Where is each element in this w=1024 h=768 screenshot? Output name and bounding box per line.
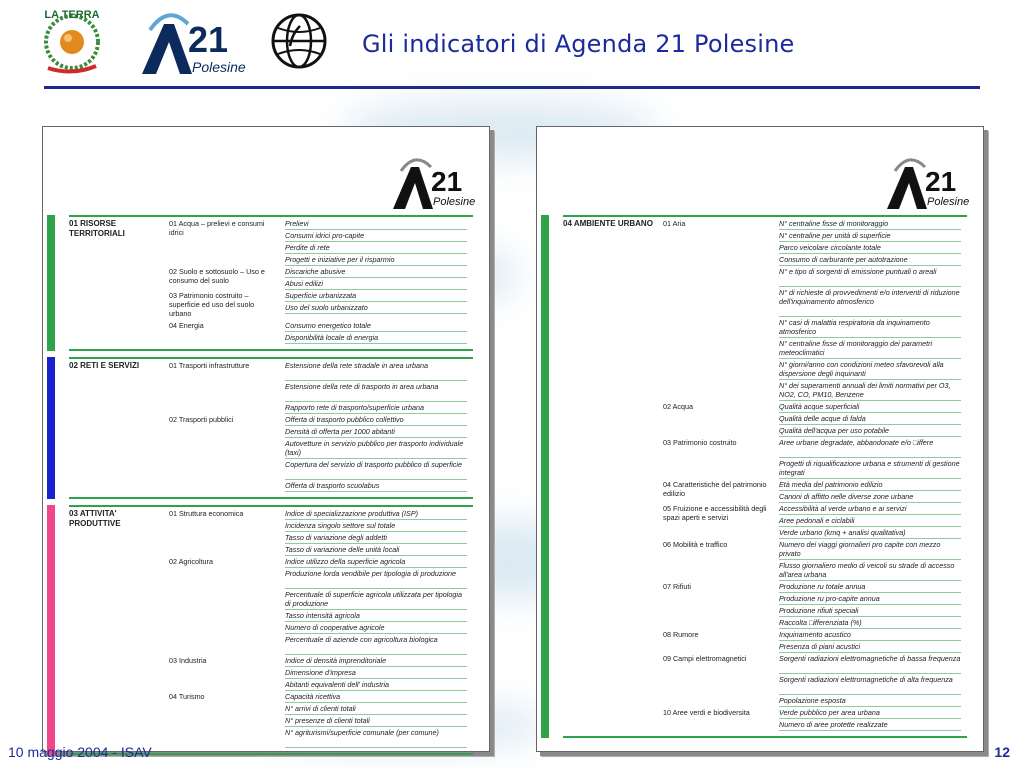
indicator-divider: [285, 666, 467, 667]
indicator: Tasso di variazione delle unità locali: [285, 545, 400, 554]
indicator: Numero di cooperative agricole: [285, 623, 385, 632]
indicator: Indice utilizzo della superficie agricola: [285, 557, 406, 566]
indicator-divider: [779, 706, 961, 707]
indicator: Inquinamento acustico: [779, 630, 851, 639]
indicator-divider: [285, 690, 467, 691]
section-name: 02 RETI E SERVIZI: [69, 361, 140, 370]
indicator: Produzione rifiuti speciali: [779, 606, 859, 615]
indicator-divider: [779, 457, 961, 458]
indicator-divider: [779, 265, 961, 266]
theme-name: 02 Agricoltura: [169, 557, 213, 566]
indicator-divider: [285, 555, 467, 556]
indicator-divider: [285, 747, 467, 748]
section-bottom-rule: [69, 497, 473, 499]
theme-name: 08 Rumore: [663, 630, 699, 639]
indicator: Autovetture in servizio pubblico per trasporto individuale (taxi): [285, 439, 464, 457]
theme-name: 02 Suolo e sottosuolo – Uso e consumo del suolo: [169, 267, 265, 285]
indicator-divider: [779, 478, 961, 479]
theme-name: 01 Acqua – prelievi e consumi idrici: [169, 219, 265, 237]
document-page-right: [536, 126, 984, 752]
globe-logo-icon: [270, 12, 328, 70]
indicator: N° casi di malattia respiratoria da inquinamento atmosferico: [779, 318, 930, 336]
indicator-divider: [285, 265, 467, 266]
section-top-rule: [563, 215, 967, 217]
indicator: Sorgenti radiazioni elettromagnetiche di alta frequenza: [779, 675, 953, 684]
theme-name: 06 Mobilità e traffico: [663, 540, 728, 549]
indicator-divider: [285, 301, 467, 302]
indicator: Produzione ru totale annua: [779, 582, 866, 591]
indicator: N° dei superamenti annuali dei limiti normativi per O3, NO2, CO, PM10, Benzene: [779, 381, 951, 399]
indicator: Abitanti equivalenti dell' industria: [285, 680, 390, 689]
indicator: Raccolta □ifferenziata (%): [779, 618, 862, 627]
header-divider: [44, 86, 980, 89]
section-name: 04 AMBIENTE URBANO: [563, 219, 653, 228]
page-title: Gli indicatori di Agenda 21 Polesine: [362, 30, 795, 58]
section-top-rule: [69, 505, 473, 507]
indicator: Rapporto rete di trasporto/superficie urbana: [285, 403, 425, 412]
section-color-bar: [541, 215, 549, 738]
indicator-divider: [779, 616, 961, 617]
indicator: Accessibilità al verde urbano e ai servizi: [779, 504, 907, 513]
indicator: Discariche abusive: [285, 267, 346, 276]
indicator: Offerta di trasporto scuolabus: [285, 481, 380, 490]
indicator-divider: [779, 253, 961, 254]
theme-name: 04 Caratteristiche del patrimonio edilizio: [663, 480, 767, 498]
indicator-divider: [779, 694, 961, 695]
indicator: Qualità acque superficiali: [779, 402, 860, 411]
theme-name: 02 Trasporti pubblici: [169, 415, 234, 424]
theme-name: 05 Fruizione e accessibilità degli spazi aperti e servizi: [663, 504, 767, 522]
indicator: Qualità delle acque di falda: [779, 414, 866, 423]
agenda21-document-logo: [877, 153, 973, 211]
indicator: Indice di densità imprenditoriale: [285, 656, 387, 665]
indicator: Indice di specializzazione produttiva (ISP): [285, 509, 419, 518]
indicator-divider: [779, 673, 961, 674]
indicator: Presenza di piani acustici: [779, 642, 861, 651]
indicator-divider: [285, 331, 467, 332]
indicator: Densità di offerta per 1000 abitanti: [285, 427, 395, 436]
indicator-divider: [779, 241, 961, 242]
indicator: N° giorni/anno con condizioni meteo sfavorevoli alla dispersione degli inquinanti: [779, 360, 944, 378]
indicator: Progetti di riqualificazione urbana e strumenti di gestione integrati: [779, 459, 960, 477]
theme-name: 03 Patrimonio costruito: [663, 438, 737, 447]
indicator: Incidenza singolo settore sul totale: [285, 521, 396, 530]
indicator-divider: [779, 337, 961, 338]
section-color-bar: [47, 357, 55, 499]
indicator-divider: [285, 479, 467, 480]
agenda21-logo-text: Polesine: [192, 59, 246, 75]
indicator-divider: [285, 343, 467, 344]
indicator: Aree urbane degradate, abbandonate e/o □iffere: [779, 438, 934, 447]
indicator: Superficie urbanizzata: [285, 291, 357, 300]
indicator-divider: [285, 609, 467, 610]
indicator-divider: [285, 437, 467, 438]
indicator-divider: [779, 490, 961, 491]
indicator: Estensione della rete stradale in area urbana: [285, 361, 429, 370]
indicator: Consumi idrici pro-capite: [285, 231, 365, 240]
indicator-divider: [285, 277, 467, 278]
indicator-divider: [779, 316, 961, 317]
indicator-divider: [285, 654, 467, 655]
theme-name: 09 Campi elettromagnetici: [663, 654, 747, 663]
indicator-divider: [285, 458, 467, 459]
indicator: Numero dei viaggi giornalieri pro capite con mezzo privato: [779, 540, 941, 558]
indicator: N° arrivi di clienti totali: [285, 704, 356, 713]
indicator: N° di richieste di provvedimenti e/o interventi di riduzione dell'inquinamento atmosferico: [779, 288, 960, 306]
indicator-divider: [285, 588, 467, 589]
indicator-divider: [285, 253, 467, 254]
indicator-divider: [779, 502, 961, 503]
doc-logo-number: 21: [925, 166, 957, 197]
indicator: Tasso intensità agricola: [285, 611, 360, 620]
indicator: Età media del patrimonio edilizio: [779, 480, 883, 489]
indicator-divider: [285, 401, 467, 402]
agenda21-document-logo: [383, 153, 479, 211]
indicator: Popolazione esposta: [779, 696, 846, 705]
indicator: Uso del suolo urbanizzato: [285, 303, 368, 312]
indicator: N° centraline fisse di monitoraggio dei parametri meteoclimatici: [779, 339, 933, 357]
indicator-divider: [779, 730, 961, 731]
indicator-divider: [285, 313, 467, 314]
indicator: N° centraline per unità di superficie: [779, 231, 891, 240]
theme-name: 04 Turismo: [169, 692, 205, 701]
indicator-divider: [779, 379, 961, 380]
indicator: Qualità dell'acqua per uso potabile: [779, 426, 890, 435]
section-bottom-rule: [69, 349, 473, 351]
indicator-divider: [779, 538, 961, 539]
indicator-divider: [779, 580, 961, 581]
indicator: N° e tipo di sorgenti di emissione puntuali o areali: [779, 267, 937, 276]
indicator-divider: [779, 229, 961, 230]
theme-name: 10 Aree verdi e biodiversita: [663, 708, 750, 717]
indicator: Percentuale di aziende con agricoltura biologica: [285, 635, 438, 644]
indicator-divider: [285, 289, 467, 290]
indicator: N° presenze di clienti totali: [285, 716, 370, 725]
indicator: Sorgenti radiazioni elettromagnetiche di bassa frequenza: [779, 654, 961, 663]
indicator-divider: [779, 718, 961, 719]
indicator: Consumo di carburante per autotrazione: [779, 255, 908, 264]
doc-logo-text: Polesine: [433, 196, 476, 208]
indicator-divider: [779, 424, 961, 425]
indicator-divider: [285, 380, 467, 381]
section-name: 01 RISORSE TERRITORIALI: [69, 219, 125, 238]
indicator: N° agriturismi/superficie comunale (per comune): [285, 728, 439, 737]
section-top-rule: [69, 357, 473, 359]
section-bottom-rule: [563, 736, 967, 738]
indicator: Capacità ricettiva: [285, 692, 341, 701]
indicator: Offerta di trasporto pubblico collettivo: [285, 415, 404, 424]
slide-header: [0, 0, 1024, 90]
indicator-divider: [779, 358, 961, 359]
indicator-divider: [779, 412, 961, 413]
indicator-divider: [285, 714, 467, 715]
indicator: Copertura del servizio di trasporto pubblico di superficie: [285, 460, 462, 469]
indicator-divider: [285, 678, 467, 679]
indicator-divider: [779, 628, 961, 629]
agenda21-polesine-logo: [128, 6, 250, 76]
indicator-divider: [779, 526, 961, 527]
indicator: Perdite di rete: [285, 243, 330, 252]
indicator-divider: [285, 519, 467, 520]
indicator: Numero di aree protette realizzate: [779, 720, 888, 729]
theme-name: 07 Rifiuti: [663, 582, 691, 591]
indicator: Prelievi: [285, 219, 309, 228]
theme-name: 01 Struttura economica: [169, 509, 244, 518]
indicator: Estensione della rete di trasporto in area urbana: [285, 382, 439, 391]
indicator: Flusso giornaliero medio di veicoli su strade di accesso all'area urbana: [779, 561, 955, 579]
theme-name: 03 Industria: [169, 656, 207, 665]
document-page-left: [42, 126, 490, 752]
agenda21-logo-number: 21: [188, 19, 229, 60]
indicator: Aree pedonali e ciclabili: [779, 516, 855, 525]
indicator-divider: [285, 229, 467, 230]
indicator-divider: [779, 559, 961, 560]
indicator-divider: [285, 543, 467, 544]
indicator-divider: [779, 436, 961, 437]
indicator: Disponibilità locale di energia: [285, 333, 379, 342]
indicator-divider: [779, 286, 961, 287]
indicator-divider: [779, 592, 961, 593]
indicator: Verde urbano (kmq + analisi qualitativa): [779, 528, 906, 537]
indicator-divider: [779, 652, 961, 653]
theme-name: 04 Energia: [169, 321, 204, 330]
indicator-divider: [285, 413, 467, 414]
indicator-divider: [285, 425, 467, 426]
theme-name: 03 Patrimonio costruito – superficie ed uso del suolo urbano: [169, 291, 255, 318]
indicator: Tasso di variazione degli addetti: [285, 533, 388, 542]
indicator-divider: [285, 567, 467, 568]
indicator: Canoni di affitto nelle diverse zone urbane: [779, 492, 914, 501]
theme-name: 01 Aria: [663, 219, 686, 228]
indicator: Verde pubblico per area urbana: [779, 708, 880, 717]
indicator-divider: [285, 621, 467, 622]
indicator: Progetti e iniziative per il risparmio: [285, 255, 395, 264]
section-top-rule: [69, 215, 473, 217]
indicator-divider: [285, 531, 467, 532]
indicator-divider: [285, 702, 467, 703]
indicator: Percentuale di superficie agricola utilizzata per tipologia di produzione: [285, 590, 462, 608]
indicator-divider: [779, 514, 961, 515]
indicator: Abusi edilizi: [285, 279, 323, 288]
theme-name: 02 Acqua: [663, 402, 693, 411]
indicator: Parco veicolare circolante totale: [779, 243, 881, 252]
indicator: Produzione ru pro-capite annua: [779, 594, 880, 603]
section-name: 03 ATTIVITA' PRODUTTIVE: [69, 509, 121, 528]
indicator: Produzione lorda vendibile per tipologia di produzione: [285, 569, 457, 578]
footer-date: 10 maggio 2004 - ISAV: [8, 744, 152, 760]
page-number: 12: [994, 744, 1010, 760]
indicator-divider: [779, 640, 961, 641]
section-color-bar: [47, 215, 55, 351]
indicator-divider: [285, 633, 467, 634]
indicator-divider: [285, 241, 467, 242]
indicator: N° centraline fisse di monitoraggio: [779, 219, 889, 228]
la-terra-logo-text: LA TERRA: [44, 9, 100, 21]
indicator: Dimensione d'impresa: [285, 668, 356, 677]
doc-logo-text: Polesine: [927, 196, 970, 208]
indicator-divider: [285, 726, 467, 727]
la-terra-logo: [40, 6, 104, 74]
indicator-divider: [285, 491, 467, 492]
theme-name: 01 Trasporti infrastrutture: [169, 361, 250, 370]
section-color-bar: [47, 505, 55, 755]
indicator-divider: [779, 400, 961, 401]
indicator: Consumo energetico totale: [285, 321, 371, 330]
indicator-divider: [779, 604, 961, 605]
doc-logo-number: 21: [431, 166, 463, 197]
